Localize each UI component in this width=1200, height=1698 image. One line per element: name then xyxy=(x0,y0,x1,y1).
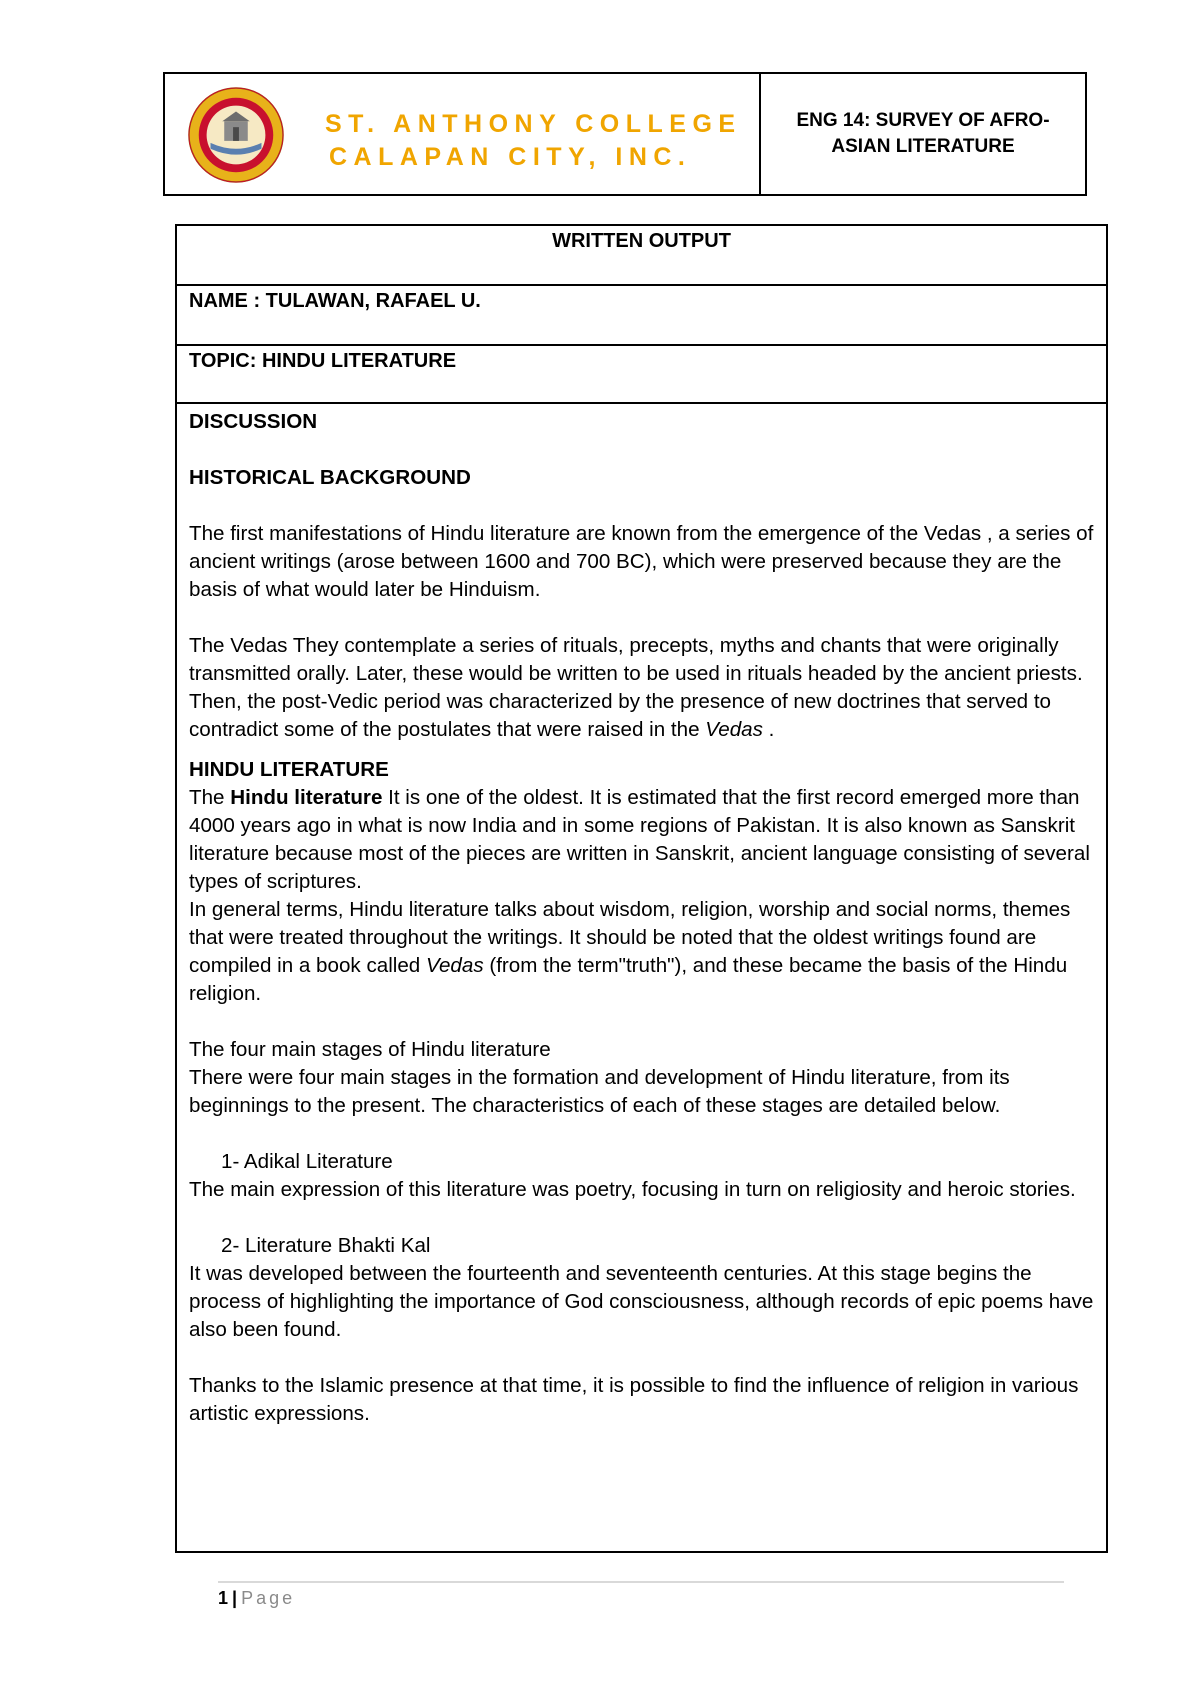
list-item-bhakti-kal: 2- Literature Bhakti Kal xyxy=(221,1234,431,1257)
college-name-line1: ST. ANTHONY COLLEGE xyxy=(325,110,742,138)
post-vedic-end: . xyxy=(762,718,775,741)
college-name xyxy=(325,108,742,174)
paragraph-adikal: The main expression of this literature was poetry, focusing in turn on religiosity and heroic stories. xyxy=(189,1178,1076,1201)
hindu-lit-text-start: The xyxy=(189,786,231,809)
four-stages-heading: The four main stages of Hindu literature xyxy=(189,1038,551,1061)
discussion-label: DISCUSSION xyxy=(189,410,318,433)
document-header xyxy=(163,72,1087,196)
list-item-adikal: 1- Adikal Literature xyxy=(221,1150,393,1173)
paragraph-hindu-literature xyxy=(189,784,1094,896)
paragraph-islamic-presence: Thanks to the Islamic presence at that time, it is possible to find the influence of religion in various artistic expressions. xyxy=(189,1374,1079,1425)
general-terms-text: In general terms, Hindu literature talks about wisdom, religion, worship and social norms, themes that were treated throughout the writings. It should be noted that the oldest writings found are compiled in a book called xyxy=(189,898,1071,977)
paragraph-first-manifestations: The first manifestations of Hindu literature are known from the emergence of the Vedas , a series of ancient writings (arose between 1600 and 700 BC), which were preserved because they are the basis of what would later be Hinduism. xyxy=(189,522,1094,601)
post-vedic-text: Then, the post-Vedic period was characterized by the presence of new doctrines that served to contradict some of the postulates that were raised in the xyxy=(189,690,1051,741)
topic: TOPIC: HINDU LITERATURE xyxy=(177,346,1106,404)
hindu-literature-bold: Hindu literature xyxy=(230,786,383,809)
paragraph-general-terms xyxy=(189,896,1094,1008)
footer-separator: | xyxy=(232,1588,238,1608)
paragraph-bhakti-kal: It was developed between the fourteenth and seventeenth centuries. At this stage begins the process of highlighting the importance of God consciousness, although records of epic poems have also been found. xyxy=(189,1262,1094,1341)
college-seal-logo xyxy=(187,86,285,184)
general-terms-end: (from the term"truth"), and these became the basis of the Hindu religion. xyxy=(189,954,1068,1005)
footer-divider xyxy=(218,1581,1064,1583)
college-name-line2: CALAPAN CITY, INC. xyxy=(329,143,692,171)
paragraph-vedas-rituals: The Vedas They contemplate a series of rituals, precepts, myths and chants that were originally transmitted orally. Later, these would be written to be used in rituals headed by the ancient priests. xyxy=(189,634,1083,685)
college-banner xyxy=(165,74,761,194)
page-number: 1 xyxy=(218,1588,229,1608)
hindu-lit-text-rest: It is one of the oldest. It is estimated that the first record emerged more than 4000 years ago in what is now India and in some regions of Pakistan. It is also known as Sanskrit literature because most of the pieces are written in Sanskrit, ancient language consisting of several types of scriptures. xyxy=(189,786,1090,893)
form-title: WRITTEN OUTPUT xyxy=(177,226,1106,286)
page-label: Page xyxy=(241,1588,296,1608)
student-name: NAME : TULAWAN, RAFAEL U. xyxy=(177,286,1106,346)
written-output-table xyxy=(175,224,1108,1553)
paragraph-post-vedic xyxy=(189,688,1094,744)
historical-background-heading: HISTORICAL BACKGROUND xyxy=(189,466,471,489)
vedas-italic: Vedas xyxy=(705,718,763,741)
discussion-section xyxy=(177,404,1106,1428)
vedas-italic-2: Vedas xyxy=(425,954,484,977)
paragraph-four-stages: There were four main stages in the formation and development of Hindu literature, from its beginnings to the present. The characteristics of each of these stages are detailed below. xyxy=(189,1066,1010,1117)
hindu-literature-heading: HINDU LITERATURE xyxy=(189,758,389,781)
course-title: ENG 14: SURVEY OF AFRO-ASIAN LITERATURE xyxy=(796,110,1050,157)
page-footer xyxy=(218,1588,295,1609)
